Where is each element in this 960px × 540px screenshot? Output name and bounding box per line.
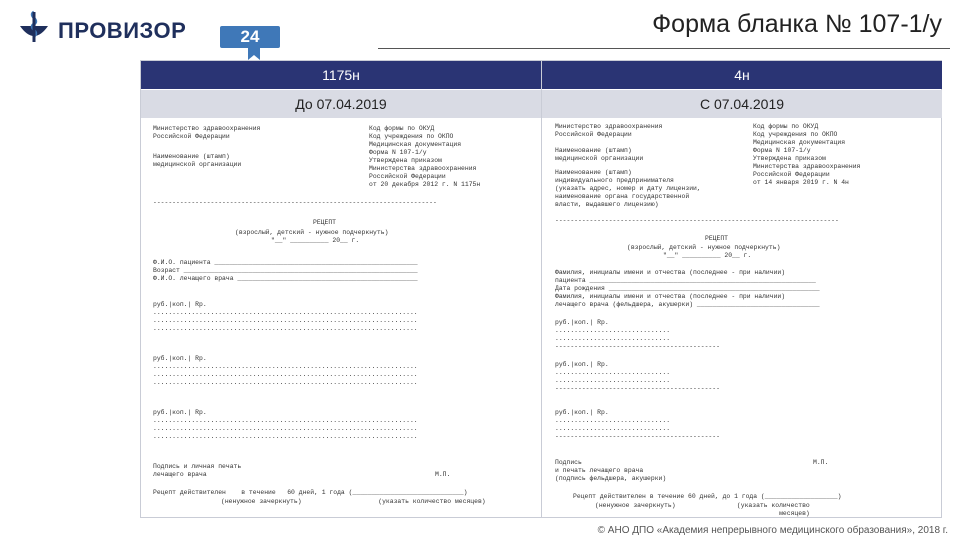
form-stamp-mark: М.П. — [813, 459, 829, 466]
form-recipe-title: РЕЦЕПТ — [313, 219, 337, 226]
form-signature: Подпись и личная печать лечащего врача — [153, 463, 242, 478]
form-recipe-date: "__" __________ 20__ г. — [663, 252, 752, 259]
column-divider — [541, 61, 542, 517]
form-validity-notes: (ненужное зачеркнуть) (указать количество месяцев) — [595, 502, 810, 517]
form-recipe-date: "__" __________ 20__ г. — [271, 237, 360, 244]
header-cell-1175n: 1175н — [141, 61, 541, 89]
form-rp-block-1: руб.|коп.| Rp. ..................................................................... ..................................................................... ..................................................................... — [153, 301, 418, 332]
form-stamp-mark: М.П. — [435, 471, 451, 478]
form-separator: -------------------------------------------------------------------------- — [555, 217, 839, 224]
form-validity-notes: (ненужное зачеркнуть) (указать количество месяцев) — [221, 498, 486, 505]
form-signature: Подпись и печать лечащего врача (подпись фельдшера, акушерки) — [555, 459, 667, 482]
ribbon-icon — [246, 46, 262, 60]
form-recipe-title: РЕЦЕПТ — [705, 235, 729, 242]
form-4n-image — [555, 121, 935, 517]
form-org-stamp: Наименование (штамп) медицинской организации — [555, 147, 644, 162]
form-patient-fields: Фамилия, инициалы имени и отчества (последнее - при наличии) пациента ___________________________________________________________ Дата рождения _______________________________________________________ Фамилия, инициалы имени и отчества (последнее - при наличии) лечащего врача (фельдшера, акушерки) ________________________________ — [555, 269, 820, 308]
form-1175n-image — [153, 121, 529, 505]
subheader-cell-after: С 07.04.2019 — [542, 90, 942, 118]
provisor24-logo[interactable] — [14, 8, 274, 56]
form-rp-block-3: руб.|коп.| Rp. ..................................................................... ..................................................................... ..................................................................... — [153, 409, 418, 440]
form-rp-block-2: руб.|коп.| Rp. ..................................................................... ..................................................................... ..................................................................... — [153, 355, 418, 386]
form-org-stamp: Наименование (штамп) медицинской организации — [153, 153, 242, 168]
form-patient-fields: Ф.И.О. пациента _____________________________________________________ Возраст _____________________________________________________________ Ф.И.О. лечащего врача _______________________________________________ — [153, 259, 418, 282]
form-codes: Код формы по ОКУД Код учреждения по ОКПО Медицинская документация Форма N 107-1/у Утверждена приказом Министерства здравоохранения Российской Федерации от 20 декабря 2012 г. N 1175н — [369, 125, 481, 188]
logo-badge: 24 — [220, 26, 280, 48]
slide-title: Форма бланка № 107-1/у — [652, 10, 942, 38]
form-recipe-kind: (взрослый, детский - нужное подчеркнуть) — [235, 229, 389, 236]
form-codes: Код формы по ОКУД Код учреждения по ОКПО Медицинская документация Форма N 107-1/у Утверждена приказом Министерства здравоохранения Российской Федерации от 14 января 2019 г. N 4н — [753, 123, 861, 186]
form-recipe-kind: (взрослый, детский - нужное подчеркнуть) — [627, 244, 781, 251]
title-rule — [378, 48, 950, 49]
subheader-cell-before: До 07.04.2019 — [141, 90, 541, 118]
comparison-table — [140, 60, 942, 518]
pharmacy-bowl-icon — [14, 8, 54, 48]
form-rp-block-2: руб.|коп.| Rp. .............................. .............................. ------------------------------------------- — [555, 361, 720, 392]
form-ministry: Министерство здравоохранения Российской Федерации — [153, 125, 261, 140]
form-rp-block-3: руб.|коп.| Rp. .............................. .............................. ------------------------------------------- — [555, 409, 720, 440]
form-ip-stamp: Наименование (штамп) индивидуального предпринимателя (указать адрес, номер и дату лицензии, наименование органа государственной власти, выдавшего лицензию) — [555, 169, 701, 208]
header-cell-4n: 4н — [542, 61, 942, 89]
copyright-footer: © АНО ДПО «Академия непрерывного медицинского образования», 2018 г. — [597, 525, 948, 536]
form-separator: -------------------------------------------------------------------------- — [153, 199, 437, 206]
form-validity: Рецепт действителен в течение 60 дней, 1 года (_____________________________) — [153, 489, 468, 496]
form-rp-block-1: руб.|коп.| Rp. .............................. .............................. ------------------------------------------- — [555, 319, 720, 350]
form-ministry: Министерство здравоохранения Российской Федерации — [555, 123, 663, 138]
logo-text: ПРОВИЗОР — [58, 18, 187, 43]
form-validity: Рецепт действителен в течение 60 дней, до 1 года (___________________) — [573, 493, 842, 500]
